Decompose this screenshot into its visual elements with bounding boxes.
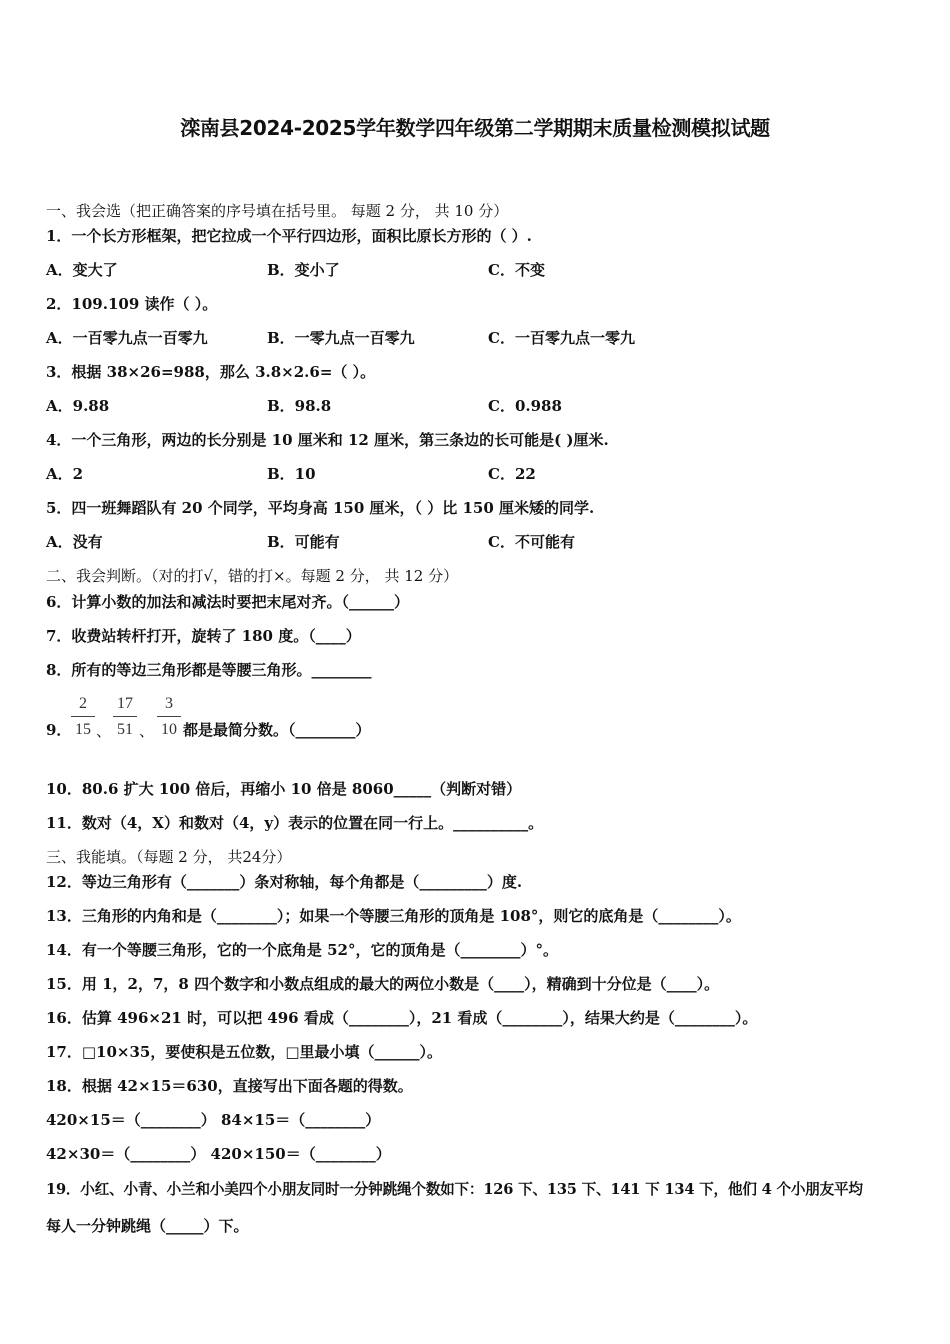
question-8: 8．所有的等边三角形都是等腰三角形。________ bbox=[46, 661, 372, 679]
question-2: 2．109.109 读作（ ）。 bbox=[46, 295, 218, 313]
q2-option-c: C．一百零九点一零九 bbox=[488, 329, 635, 347]
q4-option-c: C．22 bbox=[488, 465, 536, 483]
section-3-heading: 三、我能填。（每题 2 分， 共24分） bbox=[46, 848, 292, 866]
question-13: 13．三角形的内角和是（________）；如果一个等腰三角形的顶角是 108°，则它的底角是（________）。 bbox=[46, 907, 741, 925]
question-14: 14．有一个等腰三角形，它的一个底角是 52°，它的顶角是（________）°。 bbox=[46, 941, 558, 959]
question-10: 10．80.6 扩大 100 倍后，再缩小 10 倍是 8060_____（判断对错） bbox=[46, 780, 522, 798]
question-18: 18．根据 42×15＝630，直接写出下面各题的得数。 bbox=[46, 1077, 413, 1095]
question-6: 6．计算小数的加法和减法时要把末尾对齐。（______） bbox=[46, 593, 409, 611]
fraction-bar bbox=[113, 716, 137, 717]
question-19-line-2: 每人一分钟跳绳（_____）下。 bbox=[46, 1217, 249, 1235]
q4-option-a: A．2 bbox=[46, 465, 84, 483]
q9-fraction-3 bbox=[156, 694, 182, 740]
q1-option-c: C．不变 bbox=[488, 261, 545, 279]
q5-option-b: B．可能有 bbox=[267, 533, 340, 551]
q9-separator-1: 、 bbox=[96, 722, 112, 740]
q3-option-b: B．98.8 bbox=[267, 397, 332, 415]
q5-option-c: C．不可能有 bbox=[488, 533, 575, 551]
question-1: 1．一个长方形框架，把它拉成一个平行四边形，面积比原长方形的（ ）. bbox=[46, 227, 532, 245]
q4-option-b: B．10 bbox=[267, 465, 316, 483]
question-15: 15．用 1，2，7，8 四个数字和小数点组成的最大的两位小数是（____），精确到十分位是（____）。 bbox=[46, 975, 720, 993]
q1-option-a: A．变大了 bbox=[46, 261, 118, 279]
question-5: 5．四一班舞蹈队有 20 个同学，平均身高 150 厘米，（ ）比 150 厘米矮的同学. bbox=[46, 499, 595, 517]
question-4: 4．一个三角形，两边的长分别是 10 厘米和 12 厘米，第三条边的长可能是( )厘米. bbox=[46, 431, 609, 449]
section-1-heading: 一、我会选（把正确答案的序号填在括号里。 每题 2 分， 共 10 分） bbox=[46, 202, 509, 220]
q9-separator-2: 、 bbox=[139, 722, 155, 740]
question-18-row-1: 420×15＝（________） 84×15＝（________） bbox=[46, 1111, 381, 1129]
section-2-heading: 二、我会判断。（对的打√，错的打×。每题 2 分， 共 12 分） bbox=[46, 567, 459, 585]
question-9-prefix: 9． bbox=[46, 721, 72, 739]
q3-option-a: A．9.88 bbox=[46, 397, 110, 415]
question-17: 17．□10×35，要使积是五位数，□里最小填（______）。 bbox=[46, 1043, 443, 1061]
fraction-denominator: 51 bbox=[117, 721, 133, 738]
question-3: 3．根据 38×26=988，那么 3.8×2.6=（ ）。 bbox=[46, 363, 376, 381]
q1-option-b: B．变小了 bbox=[267, 261, 340, 279]
question-19-line-1: 19．小红、小青、小兰和小美四个小朋友同时一分钟跳绳个数如下：126 下、135 下、141 下 134 下，他们 4 个小朋友平均 bbox=[46, 1181, 863, 1198]
fraction-numerator: 3 bbox=[165, 695, 173, 712]
fraction-bar bbox=[157, 716, 181, 717]
fraction-denominator: 10 bbox=[161, 721, 177, 738]
q5-option-a: A．没有 bbox=[46, 533, 103, 551]
question-11: 11．数对（4，X）和数对（4，y）表示的位置在同一行上。__________。 bbox=[46, 814, 544, 832]
question-18-row-2: 42×30＝（________） 420×150＝（________） bbox=[46, 1145, 391, 1163]
fraction-numerator: 17 bbox=[117, 695, 133, 712]
question-7: 7．收费站转杆打开，旋转了 180 度。（____） bbox=[46, 627, 361, 645]
question-16: 16．估算 496×21 时，可以把 496 看成（________），21 看成（________），结果大约是（________）。 bbox=[46, 1009, 758, 1027]
q3-option-c: C．0.988 bbox=[488, 397, 562, 415]
question-12: 12．等边三角形有（_______）条对称轴，每个角都是（_________）度. bbox=[46, 873, 523, 891]
q9-fraction-1 bbox=[70, 694, 96, 740]
fraction-bar bbox=[71, 716, 95, 717]
fraction-numerator: 2 bbox=[79, 695, 87, 712]
q2-option-a: A．一百零九点一百零九 bbox=[46, 329, 208, 347]
exam-title: 滦南县2024-2025学年数学四年级第二学期期末质量检测模拟试题 bbox=[180, 116, 770, 140]
q2-option-b: B．一零九点一百零九 bbox=[267, 329, 415, 347]
q9-fraction-2 bbox=[112, 694, 138, 740]
question-9-suffix: 都是最简分数。（________） bbox=[183, 721, 371, 739]
fraction-denominator: 15 bbox=[75, 721, 91, 738]
